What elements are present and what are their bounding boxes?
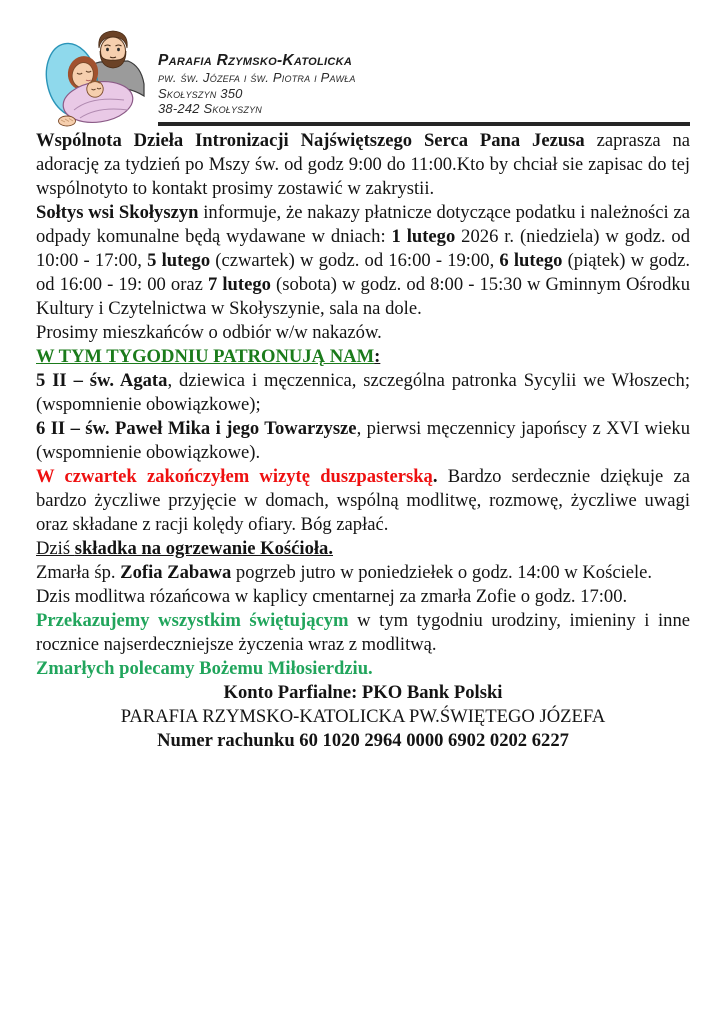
visit-text: Bardzo serdecznie dziękuje za bardzo życzliwe przyjęcie w domach, wspólną modlitwę, rozmowę, życzliwe uwagi oraz składane z racji kolędy ofiary. Bóg zapłać. [36,466,690,535]
parish-header [36,0,690,126]
parish-address-line1: Skołyszyn 350 [158,85,243,101]
parish-logo [36,28,150,133]
funeral-notice [36,561,690,585]
bank-account-title: Konto Parfialne: PKO Bank Polski [223,682,503,703]
pickup-request-line: Prosimy mieszkańców o odbiór w/w nakazów. [36,322,382,343]
bank-account-number: Numer rachunku 60 1020 2964 0000 6902 0202 6227 [157,730,569,751]
date-1-lutego: 1 lutego [391,226,456,247]
patrons-heading [36,345,690,369]
birthday-wishes [36,609,690,657]
collection-prefix: Dziś [36,538,75,559]
soltys-text-2: 2026 r. (niedziela) w godz. od 10:00 - 17:00, [36,226,690,271]
wishes-lead: Przekazujemy wszystkim świętującym [36,610,349,631]
soltys-text-1: informuje, że nakazy płatnicze dotyczące podatku i należności za odpady komunalne będą wydawane w dniach: [36,202,690,247]
pastoral-visit-paragraph [36,465,690,537]
community-text: zaprasza na adorację za tydzień po Mszy św. od godz 9:00 do 11:00.Kto by chciał sie zapisac do tej wspólnotyto to kontakt prosimy zostawić w zakrystii. [36,130,690,199]
parish-name: Parafia Rzymsko-Katolicka [158,52,353,69]
soltys-text-5: (sobota) w godz. od 8:00 - 15:30 w Gminnym Ośrodku Kultury i Czytelnictwa w Skołyszynie, sala na dole. [36,274,690,319]
patrons-heading-colon: : [374,346,381,367]
parish-address-line2: 38-242 Skołyszyn [158,101,262,116]
funeral-text-1: Zmarła śp. [36,562,121,583]
collection-line [36,537,690,561]
deceased-name: Zofia Zabawa [120,562,232,583]
soltys-text-3: (czwartek) w godz. od 16:00 - 19:00, [210,250,500,271]
date-6-lutego: 6 lutego [499,250,563,271]
wishes-text: w tym tygodniu urodziny, imieniny i inne rocznice najserdeczniejsze życzenia wraz z modlitwą. [36,610,690,655]
date-7-lutego: 7 lutego [208,274,271,295]
visit-dot: . [432,466,438,487]
parish-dedication: pw. św. Józefa i św. Piotra i Pawła [158,70,356,85]
patron-1-text: , dziewica i męczennica, szczególna patronka Sycylii we Włoszech; (wspomnienie obowiązkowe); [36,370,690,415]
deceased-commendation: Zmarłych polecamy Bożemu Miłosierdziu. [36,658,373,679]
patrons-heading-text: W TYM TYGODNIU PATRONUJĄ NAM [36,346,375,367]
visit-lead: W czwartek zakończyłem wizytę duszpasterską [36,466,433,487]
parish-header-text [158,28,690,126]
announcements [36,129,690,753]
patron-item-1 [36,369,690,417]
soltys-text-4: (piątek) w godz. od 16:00 - 19: 00 oraz [36,250,691,295]
rosary-line: Dzis modlitwa rózańcowa w kaplicy cmentarnej za zmarła Zofie o godz. 17:00. [36,586,628,607]
patron-2-text: , pierwsi męczennicy japońscy z XVI wieku (wspomnienie obowiązkowe). [36,418,690,463]
bank-account-holder: PARAFIA RZYMSKO-KATOLICKA PW.ŚWIĘTEGO JÓZEFA [120,706,606,727]
funeral-text-2: pogrzeb jutro w poniedziełek o godz. 14:00 w Kościele. [231,562,653,583]
patron-1-name: 5 II – św. Agata [36,370,168,391]
announcement-soltys [36,201,690,321]
collection-purpose: składka na ogrzewanie Kośćioła. [74,538,333,559]
announcement-community [36,129,690,201]
soltys-lead: Sołtys wsi Skołyszyn [36,202,199,223]
holy-family-icon [36,28,148,128]
community-name: Wspólnota Dzieła Intronizacji Najświętszego Serca Pana Jezusa [36,130,585,151]
patron-2-name: 6 II – św. Paweł Mika i jego Towarzysze [36,418,357,439]
date-5-lutego: 5 lutego [147,250,211,271]
patron-item-2 [36,417,690,465]
